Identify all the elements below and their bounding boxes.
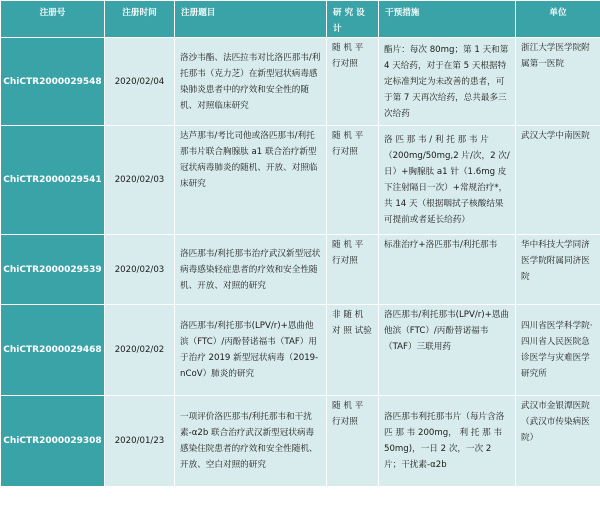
title-cell: 洛匹那韦/利托那韦(LPV/r)+恩曲他滨（FTC）/丙酚替诺福韦（TAF）用于治疗 2019 新型冠状病毒（2019-nCoV）肺炎的研究	[175, 305, 327, 396]
unit-cell: 武汉大学中南医院	[516, 126, 600, 235]
intervention-cell: 洛匹那韦利托那韦片（每片含洛匹 那 韦 200mg， 利 托 那 韦50mg)，一日 2 次，一次 2 片；干扰素-α2b	[379, 396, 516, 487]
table-row	[1, 126, 600, 235]
intervention-cell: 洛匹那韦/利托那韦(LPV/r)+恩曲他滨（FTC）/丙酚替诺福韦（TAF）三联用药	[379, 305, 516, 396]
header-row	[1, 1, 600, 38]
design-cell: 随 机 平 行对照	[327, 396, 379, 487]
unit-cell: 浙江大学医学院附属第一医院	[516, 38, 600, 126]
reg-no-cell: ChiCTR2000029548	[1, 38, 105, 126]
design-cell: 随 机 平 行对照	[327, 38, 379, 126]
design-cell: 非 随 机 对 照 试验	[327, 305, 379, 396]
title-cell: 一项评价洛匹那韦/利托那韦和干扰素-α2b 联合治疗武汉新型冠状病毒感染住院患者的疗效和安全性随机、开放、空白对照的研究	[175, 396, 327, 487]
date-cell: 2020/01/23	[105, 396, 175, 487]
title-cell: 洛匹那韦/利托那韦治疗武汉新型冠状病毒感染轻症患者的疗效和安全性随机、开放、对照的研究	[175, 235, 327, 305]
title-cell: 达芦那韦/考比司他或洛匹那韦/利托那韦片联合胸腺肽 a1 联合治疗新型冠状病毒肺炎的随机、开放、对照临床研究	[175, 126, 327, 235]
reg-no-cell: ChiCTR2000029308	[1, 396, 105, 487]
header-reg-no: 注册号	[1, 1, 105, 38]
unit-cell: 武汉市金银潭医院（武汉市传染病医院）	[516, 396, 600, 487]
table-row	[1, 235, 600, 305]
table-row	[1, 396, 600, 487]
intervention-cell: 洛 匹 那 韦 / 利 托 那 韦 片（200mg/50mg,2 片/次，2 次/日）+胸腺肽 a1 针（1.6mg 皮下注射隔日一次）+常规治疗*，共 14 天（根据咽拭子核酸结果可提前或者延长给药）	[379, 126, 516, 235]
header-title: 注册题目	[175, 1, 327, 38]
header-intervention: 干预措施	[379, 1, 516, 38]
header-reg-date: 注册时间	[105, 1, 175, 38]
unit-cell: 华中科技大学同济医学院附属同济医院	[516, 235, 600, 305]
title-cell: 洛沙韦酯、法匹拉韦对比洛匹那韦/利托那韦（克力芝）在新型冠状病毒感染肺炎患者中的疗效和安全性的随机、对照临床研究	[175, 38, 327, 126]
design-cell: 随 机 平 行对照	[327, 235, 379, 305]
table-row	[1, 38, 600, 126]
reg-no-cell: ChiCTR2000029541	[1, 126, 105, 235]
reg-no-cell: ChiCTR2000029539	[1, 235, 105, 305]
header-unit: 单位	[516, 1, 600, 38]
table-row	[1, 305, 600, 396]
date-cell: 2020/02/03	[105, 126, 175, 235]
header-design: 研 究 设 计	[327, 1, 379, 38]
design-cell: 随 机 平 行对照	[327, 126, 379, 235]
intervention-cell: 标准治疗+洛匹那韦/利托那韦	[379, 235, 516, 305]
unit-cell: 四川省医学科学院·四川省人民医院急诊医学与灾难医学研究所	[516, 305, 600, 396]
date-cell: 2020/02/03	[105, 235, 175, 305]
date-cell: 2020/02/02	[105, 305, 175, 396]
reg-no-cell: ChiCTR2000029468	[1, 305, 105, 396]
intervention-cell: 酯片：每次 80mg；第 1 天和第 4 天给药，对于在第 5 天根据特定标准判定为未改善的患者，可于第 7 天再次给药，总共最多三次给药	[379, 38, 516, 126]
date-cell: 2020/02/04	[105, 38, 175, 126]
